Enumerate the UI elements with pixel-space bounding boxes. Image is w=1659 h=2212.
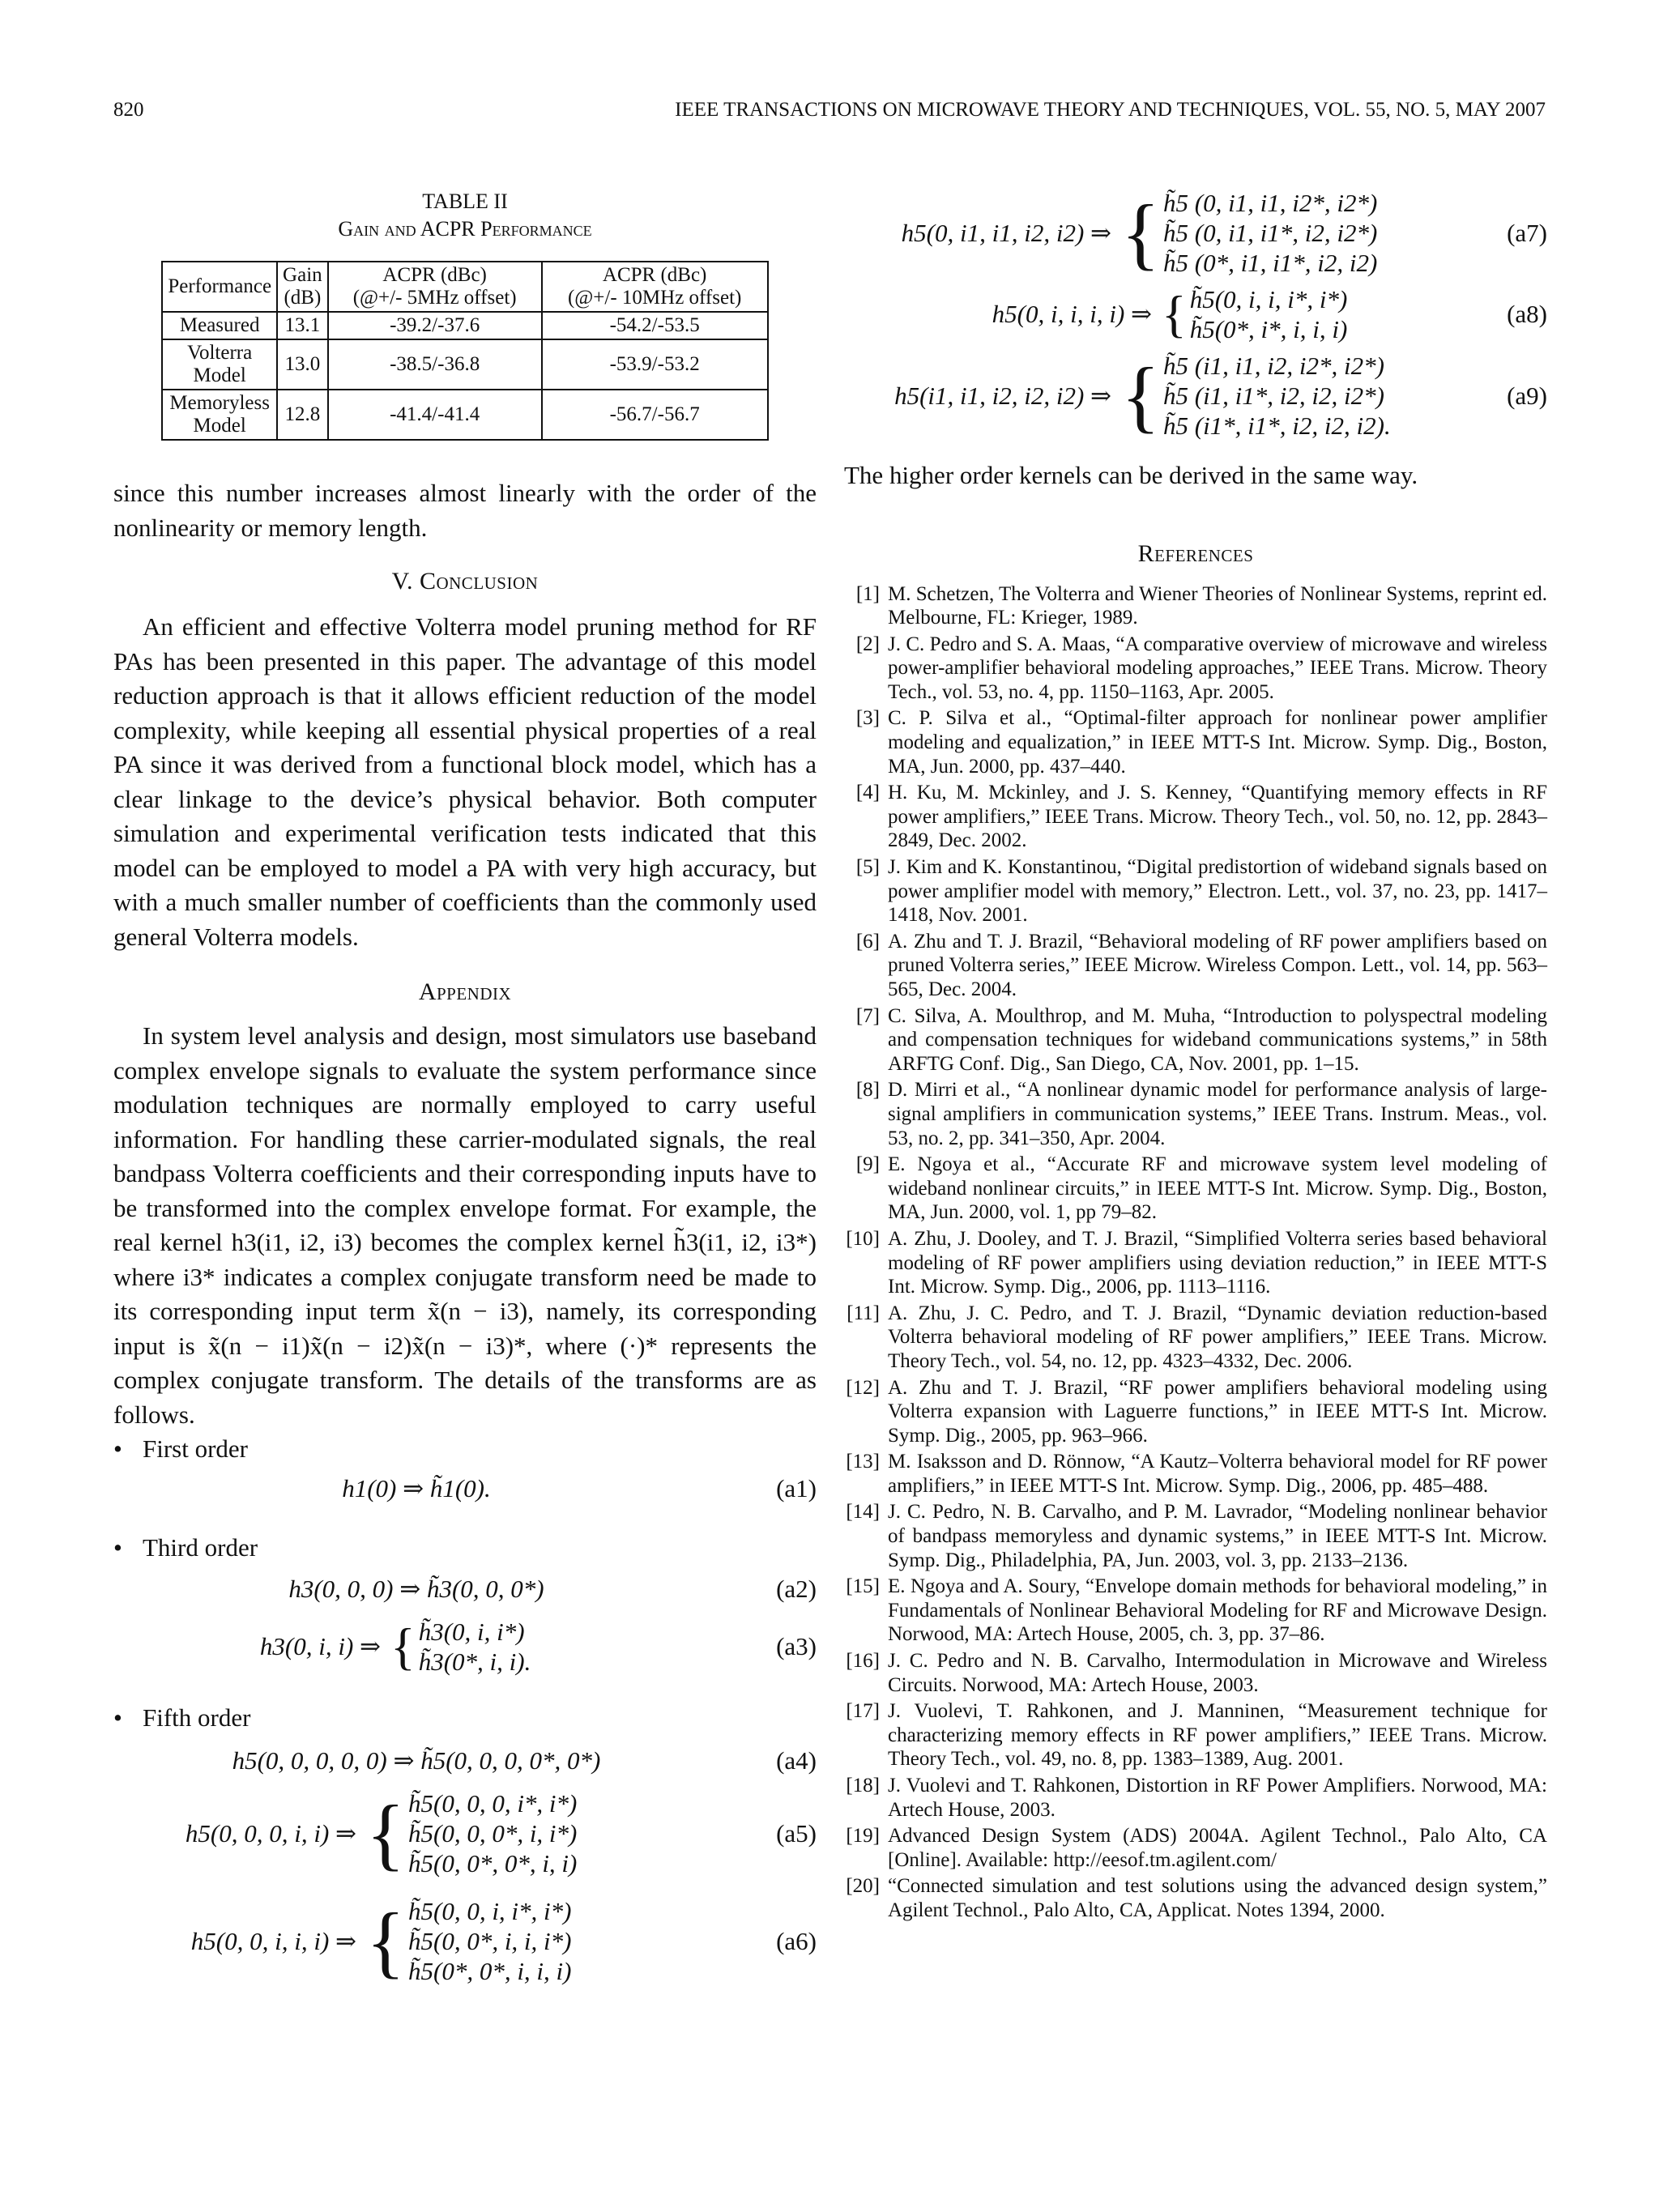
list-item: • Fifth order: [113, 1701, 817, 1735]
reference-number: [11]: [847, 1302, 880, 1324]
reference-text: M. Schetzen, The Volterra and Wiener Theories of Nonlinear Systems, reprint ed. Melbourne, FL: Krieger, 1989.: [888, 582, 1547, 629]
gain-acpr-table: [161, 261, 768, 441]
reference-number: [7]: [855, 1004, 880, 1027]
equation-a6: h5(0, 0, i, i, i) ⇒ { h̃5(0, 0, i, i*, i*) h̃5(0, 0*, i, i, i*) h̃5(0*, 0*, i, i, i) ( a6 ): [113, 1896, 817, 1986]
list-item: • Third order: [113, 1531, 817, 1565]
reference-item: [844, 1302, 1547, 1374]
appendix-heading: Appendix: [418, 978, 512, 1005]
header-acpr-10mhz: ACPR (dBc) (@+/- 10MHz offset): [542, 262, 768, 312]
third-order-bullet: [113, 1531, 817, 1565]
list-item: • First order: [113, 1432, 817, 1466]
equation-a2: h3(0, 0, 0) ⇒ h̃3(0, 0, 0*) ( a2 ): [113, 1575, 817, 1617]
reference-item: [844, 1874, 1547, 1922]
reference-text: J. C. Pedro and S. A. Maas, “A comparative overview of microwave and wireless power-amplifier behavioral modeling approaches,” IEEE Trans. Microw. Theory Tech., vol. 53, no. 4, pp. 1150–1163, Apr. 2005.: [888, 633, 1547, 703]
reference-number: [18]: [846, 1775, 880, 1796]
reference-text: J. C. Pedro and N. B. Carvalho, Intermodulation in Microwave and Wireless Circuits. Norwood, MA: Artech House, 2003.: [888, 1650, 1547, 1696]
reference-number: [19]: [846, 1825, 880, 1848]
references-heading: References: [1137, 539, 1254, 567]
reference-item: [844, 781, 1547, 853]
reference-item: [844, 1699, 1547, 1771]
reference-text: “Connected simulation and test solutions using the advanced design system,” Agilent Technol., Palo Alto, CA, Applicat. Notes 1394, 2000.: [888, 1875, 1547, 1921]
reference-number: [15]: [846, 1575, 880, 1598]
reference-number: [4]: [855, 782, 880, 804]
equation-a4: h5(0, 0, 0, 0, 0) ⇒ h̃5(0, 0, 0, 0*, 0*) ( a4 ): [113, 1746, 817, 1788]
equation-a3: h3(0, i, i) ⇒ { h̃3(0, i, i*) h̃3(0*, i, i). ( a3 ): [113, 1617, 817, 1677]
reference-item: [844, 1078, 1547, 1150]
table-title: Gain and ACPR Performance: [338, 217, 592, 241]
reference-text: M. Isaksson and D. Rönnow, “A Kautz–Volterra behavioral model for RF power amplifiers,” in IEEE MTT-S Int. Microw. Symp. Dig., 2006, pp. 485–488.: [888, 1451, 1547, 1497]
reference-text: A. Zhu and T. J. Brazil, “RF power amplifiers behavioral modeling using Volterra expansion with Laguerre functions,” in IEEE MTT-S Int. Microw. Symp. Dig., 2005, pp. 963–966.: [888, 1376, 1547, 1447]
table-row: [162, 390, 767, 440]
reference-item: [844, 1227, 1547, 1299]
reference-item: [844, 930, 1547, 1002]
reference-text: J. Vuolevi, T. Rahkonen, and J. Manninen, “Measurement technique for characterizing memory effects in RF power amplifiers,” IEEE Trans. Microw. Theory Tech., vol. 49, no. 8, pp. 1383–1389, Aug. 2001.: [888, 1700, 1547, 1771]
reference-text: J. Vuolevi and T. Rahkonen, Distortion in RF Power Amplifiers. Norwood, MA: Artech House, 2003.: [888, 1775, 1547, 1821]
row-label: Memoryless Model: [162, 390, 277, 440]
gain-cell: 13.0: [277, 339, 328, 390]
header-acpr-5mhz: ACPR (dBc) (@+/- 5MHz offset): [328, 262, 542, 312]
reference-number: [3]: [855, 707, 880, 730]
row-label: Volterra Model: [162, 339, 277, 390]
equation-a8: h5(0, i, i, i, i) ⇒ { h̃5(0, i, i, i*, i*) h̃5(0*, i*, i, i, i) ( a8 ): [844, 284, 1547, 344]
fifth-order-bullet: [113, 1701, 817, 1735]
table-label: TABLE II: [422, 190, 508, 213]
reference-text: E. Ngoya et al., “Accurate RF and microwave system level modeling of wideband nonlinear circuits,” in IEEE MTT-S Int. Microw. Symp. Dig., Boston, MA, Jun. 2000, vol. 1, pp 79–82.: [888, 1153, 1547, 1224]
reference-number: [9]: [855, 1153, 880, 1176]
first-order-bullet: [113, 1432, 817, 1466]
header-gain: Gain (dB): [277, 262, 328, 312]
reference-item: [844, 1575, 1547, 1647]
equation-a7: h5(0, i1, i1, i2, i2) ⇒ { h̃5 (0, i1, i1, i2*, i2*) h̃5 (0, i1, i1*, i2, i2*) h̃5 (0*, i1, i1*, i2, i2) ( a7 ): [844, 188, 1547, 278]
reference-item: [844, 1376, 1547, 1448]
equation-a5: h5(0, 0, 0, i, i) ⇒ { h̃5(0, 0, 0, i*, i*) h̃5(0, 0, 0*, i, i*) h̃5(0, 0*, 0*, i, i) ( a5 ): [113, 1788, 817, 1878]
acpr5-cell: -41.4/-41.4: [328, 390, 542, 440]
reference-item: [844, 1649, 1547, 1697]
row-label: Measured: [162, 312, 277, 339]
appendix-paragraph: In system level analysis and design, most simulators use baseband complex envelope signals to evaluate the system performance since modulation techniques are normally employed to carry useful information. For handling these carrier-modulated signals, the real bandpass Volterra coefficients and their corresponding inputs have to be transformed into the complex envelope format. For example, the real kernel h3(i1, i2, i3) becomes the complex kernel h̃3(i1, i2, i3*) where i3* indicates a complex conjugate transform need be made to its corresponding input term x̃(n − i3), namely, its corresponding input is x̃(n − i1)x̃(n − i2)x̃(n − i3)*, where (·)* represents the complex conjugate transform. The details of the transforms are as follows.: [113, 1021, 817, 1429]
reference-text: A. Zhu and T. J. Brazil, “Behavioral modeling of RF power amplifiers based on pruned Volterra series,” IEEE Microw. Wireless Compon. Lett., vol. 14, pp. 563–565, Dec. 2004.: [888, 930, 1547, 1000]
acpr10-cell: -56.7/-56.7: [542, 390, 768, 440]
reference-number: [2]: [855, 633, 880, 655]
reference-list: [844, 582, 1547, 1923]
reference-number: [17]: [846, 1700, 880, 1723]
reference-item: [844, 582, 1547, 630]
reference-item: [844, 1824, 1547, 1872]
right-column: [844, 188, 1547, 1925]
reference-item: [844, 855, 1547, 927]
reference-item: [844, 1500, 1547, 1572]
continuation-paragraph: since this number increases almost linearly with the order of the nonlinearity or memory length.: [113, 479, 817, 542]
header-performance: Performance: [162, 262, 277, 312]
conclusion-paragraph: An efficient and effective Volterra model pruning method for RF PAs has been presented in this paper. The advantage of this model reduction approach is that it allows efficient reduction of the model complexity, while keeping all essential physical properties of a real PA since it was derived from a functional block model, which has a clear linkage to the device’s physical behavior. Both computer simulation and experimental verification tests indicated that this model can be employed to model a PA with very high accuracy, but with a much smaller number of coefficients than the commonly used general Volterra models.: [113, 612, 817, 951]
reference-text: H. Ku, M. Mckinley, and J. S. Kenney, “Quantifying memory effects in RF power amplifiers,” IEEE Trans. Microw. Theory Tech., vol. 50, no. 12, pp. 2843–2849, Dec. 2002.: [888, 782, 1547, 852]
reference-number: [16]: [846, 1650, 880, 1673]
reference-item: [844, 1004, 1547, 1076]
reference-item: [844, 633, 1547, 705]
reference-number: [20]: [846, 1875, 880, 1898]
reference-number: [13]: [846, 1451, 880, 1473]
reference-number: [14]: [846, 1501, 880, 1524]
reference-item: [844, 1450, 1547, 1498]
reference-number: [5]: [855, 856, 880, 879]
reference-item: [844, 1774, 1547, 1822]
reference-text: A. Zhu, J. Dooley, and T. J. Brazil, “Simplified Volterra series based behavioral modeling of RF power amplifiers using deviation reduction,” in IEEE MTT-S Int. Microw. Symp. Dig., 2006, pp. 1113–1116.: [888, 1227, 1547, 1298]
conclusion-heading: V. Conclusion: [391, 568, 539, 595]
acpr10-cell: -54.2/-53.5: [542, 312, 768, 339]
gain-cell: 13.1: [277, 312, 328, 339]
journal-header: IEEE TRANSACTIONS ON MICROWAVE THEORY AND TECHNIQUES, VOL. 55, NO. 5, MAY 2007: [675, 99, 1546, 121]
table-row: [162, 312, 767, 339]
reference-text: C. P. Silva et al., “Optimal-filter approach for nonlinear power amplifier modeling and equalization,” in IEEE MTT-S Int. Microw. Symp. Dig., Boston, MA, Jun. 2000, pp. 437–440.: [888, 707, 1547, 778]
reference-number: [8]: [855, 1079, 880, 1102]
acpr5-cell: -39.2/-37.6: [328, 312, 542, 339]
reference-number: [12]: [846, 1376, 880, 1399]
gain-cell: 12.8: [277, 390, 328, 440]
acpr5-cell: -38.5/-36.8: [328, 339, 542, 390]
reference-text: D. Mirri et al., “A nonlinear dynamic model for performance analysis of large-signal amplifiers in communication systems,” IEEE Trans. Instrum. Meas., vol. 53, no. 2, pp. 341–350, Apr. 2004.: [888, 1079, 1547, 1149]
reference-item: [844, 1153, 1547, 1225]
reference-text: J. C. Pedro, N. B. Carvalho, and P. M. Lavrador, “Modeling nonlinear behavior of bandpass memoryless and dynamic systems,” in IEEE MTT-S Int. Microw. Symp. Dig., Philadelphia, PA, Jun. 2003, vol. 3, pp. 2133–2136.: [888, 1501, 1547, 1571]
reference-number: [10]: [846, 1227, 880, 1250]
reference-number: [1]: [855, 582, 880, 605]
acpr10-cell: -53.9/-53.2: [542, 339, 768, 390]
reference-text: J. Kim and K. Konstantinou, “Digital predistortion of wideband signals based on power amplifier model with memory,” Electron. Lett., vol. 37, no. 23, pp. 1417–1418, Nov. 2001.: [888, 856, 1547, 927]
reference-item: [844, 706, 1547, 778]
reference-text: Advanced Design System (ADS) 2004A. Agilent Technol., Palo Alto, CA [Online]. Available: http://eesof.tm.agilent.com/: [888, 1825, 1547, 1871]
higher-order-paragraph: The higher order kernels can be derived in the same way.: [844, 461, 1418, 489]
equation-a1: h1(0) ⇒ h̃1(0). ( a1 ): [113, 1474, 817, 1516]
table-header-row: [162, 262, 767, 312]
reference-text: E. Ngoya and A. Soury, “Envelope domain methods for behavioral modeling,” in Fundamentals of Nonlinear Behavioral Modeling for RF and Microwave Design. Norwood, MA: Artech House, 2005, ch. 3, pp. 37–86.: [888, 1575, 1547, 1646]
left-column: [113, 188, 817, 1986]
page-number: 820: [113, 99, 144, 121]
reference-number: [6]: [855, 930, 880, 953]
equation-a9: h5(i1, i1, i2, i2, i2) ⇒ { h̃5 (i1, i1, i2, i2*, i2*) h̃5 (i1, i1*, i2, i2, i2*) h̃5 (i1*, i1*, i2, i2, i2). ( a9 ): [844, 351, 1547, 441]
table-row: [162, 339, 767, 390]
reference-text: A. Zhu, J. C. Pedro, and T. J. Brazil, “Dynamic deviation reduction-based Volterra behavioral modeling of RF power amplifiers,” IEEE Trans. Microw. Theory Tech., vol. 54, no. 12, pp. 4323–4332, Dec. 2006.: [888, 1302, 1547, 1372]
reference-text: C. Silva, A. Moulthrop, and M. Muha, “Introduction to polyspectral modeling and compensation techniques for wideband communications systems,” in 58th ARFTG Conf. Dig., San Diego, CA, Nov. 2001, pp. 1–15.: [888, 1004, 1547, 1075]
